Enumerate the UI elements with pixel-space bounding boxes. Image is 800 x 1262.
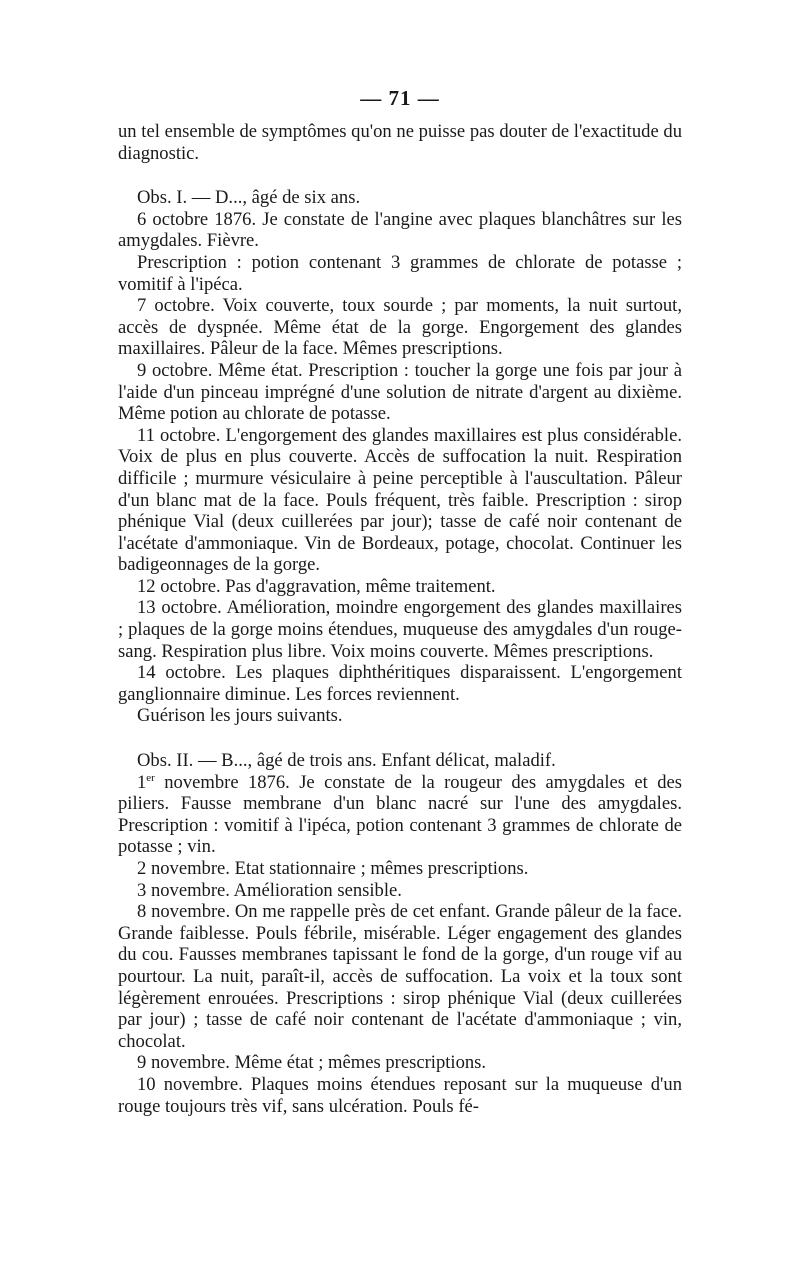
observation-entry: 13 octobre. Amélioration, moindre engorgement des glandes maxillaires ; plaques de la gorge moins étendues, muqueuse des amygdales d'un rouge-sang. Respiration plus libre. Voix moins couverte. Mêmes prescriptions. xyxy=(118,597,682,662)
observation-entry: 8 novembre. On me rappelle près de cet enfant. Grande pâleur de la face. Grande faiblesse. Pouls fébrile, misérable. Léger engagement des glandes du cou. Fausses membranes tapissant le fond de la gorge, d'un rouge vif au pourtour. La nuit, paraît-il, accès de suffocation. La voix et la toux sont légèrement enrouées. Prescriptions : sirop phénique Vial (deux cuillerées par jour) ; tasse de café noir contenant de l'acétate d'ammoniaque ; vin, chocolat. xyxy=(118,901,682,1052)
ordinal-superscript: er xyxy=(146,771,155,784)
day-number: 1 xyxy=(137,771,147,793)
observation-entry: 7 octobre. Voix couverte, toux sourde ; par moments, la nuit surtout, accès de dyspnée. Même état de la gorge. Engorgement des glandes maxillaires. Pâleur de la face. Mêmes prescriptions. xyxy=(118,295,682,360)
observation-entry: Guérison les jours suivants. xyxy=(137,705,343,727)
observation-entry: 11 octobre. L'engorgement des glandes maxillaires est plus considérable. Voix de plus en plus couverte. Accès de suffocation la nuit. Respiration difficile ; murmure vésiculaire à peine perceptible à l'auscultation. Pâleur d'un blanc mat de la face. Pouls fréquent, très faible. Prescription : sirop phénique Vial (deux cuillerées par jour); tasse de café noir contenant de l'acétate d'ammoniaque. Vin de Bordeaux, potage, chocolat. Continuer les badigeonnages de la gorge. xyxy=(118,424,682,576)
observation-entry: 3 novembre. Amélioration sensible. xyxy=(137,879,402,901)
observation-2 xyxy=(118,750,682,1117)
observation-entry: 12 octobre. Pas d'aggravation, même traitement. xyxy=(137,575,496,597)
observation-heading: Obs. II. — B..., âgé de trois ans. Enfant délicat, maladif. xyxy=(137,750,556,772)
observation-1 xyxy=(118,187,682,727)
observation-entry: 2 novembre. Etat stationnaire ; mêmes prescriptions. xyxy=(137,858,529,879)
observation-entry: 9 novembre. Même état ; mêmes prescriptions. xyxy=(137,1052,487,1074)
observation-entry: 14 octobre. Les plaques diphthéritiques disparaissent. L'engorgement ganglionnaire diminue. Les forces reviennent. xyxy=(118,662,682,705)
observation-entry xyxy=(118,772,682,858)
entry-text: novembre 1876. Je constate de la rougeur des amygdales et des piliers. Fausse membrane d'un blanc nacré sur l'une des amygdales. Prescription : vomitif à l'ipéca, potion contenant 3 grammes de chlorate de potasse ; vin. xyxy=(118,771,682,858)
observation-entry: 10 novembre. Plaques moins étendues reposant sur la muqueuse d'un rouge toujours très vif, sans ulcération. Pouls fé- xyxy=(118,1073,682,1117)
observation-entry: 9 octobre. Même état. Prescription : toucher la gorge une fois par jour à l'aide d'un pinceau imprégné d'une solution de nitrate d'argent au dixième. Même potion au chlorate de potasse. xyxy=(118,359,682,425)
observation-entry: 6 octobre 1876. Je constate de l'angine avec plaques blanchâtres sur les amygdales. Fièvre. xyxy=(118,208,682,252)
page-number: — 71 — xyxy=(360,86,440,110)
observation-entry: Prescription : potion contenant 3 grammes de chlorate de potasse ; vomitif à l'ipéca. xyxy=(118,251,682,295)
intro-paragraph: un tel ensemble de symptômes qu'on ne puisse pas douter de l'exactitude du diagnostic. xyxy=(118,121,682,164)
observation-heading: Obs. I. — D..., âgé de six ans. xyxy=(137,187,361,209)
body-text xyxy=(118,121,682,1117)
